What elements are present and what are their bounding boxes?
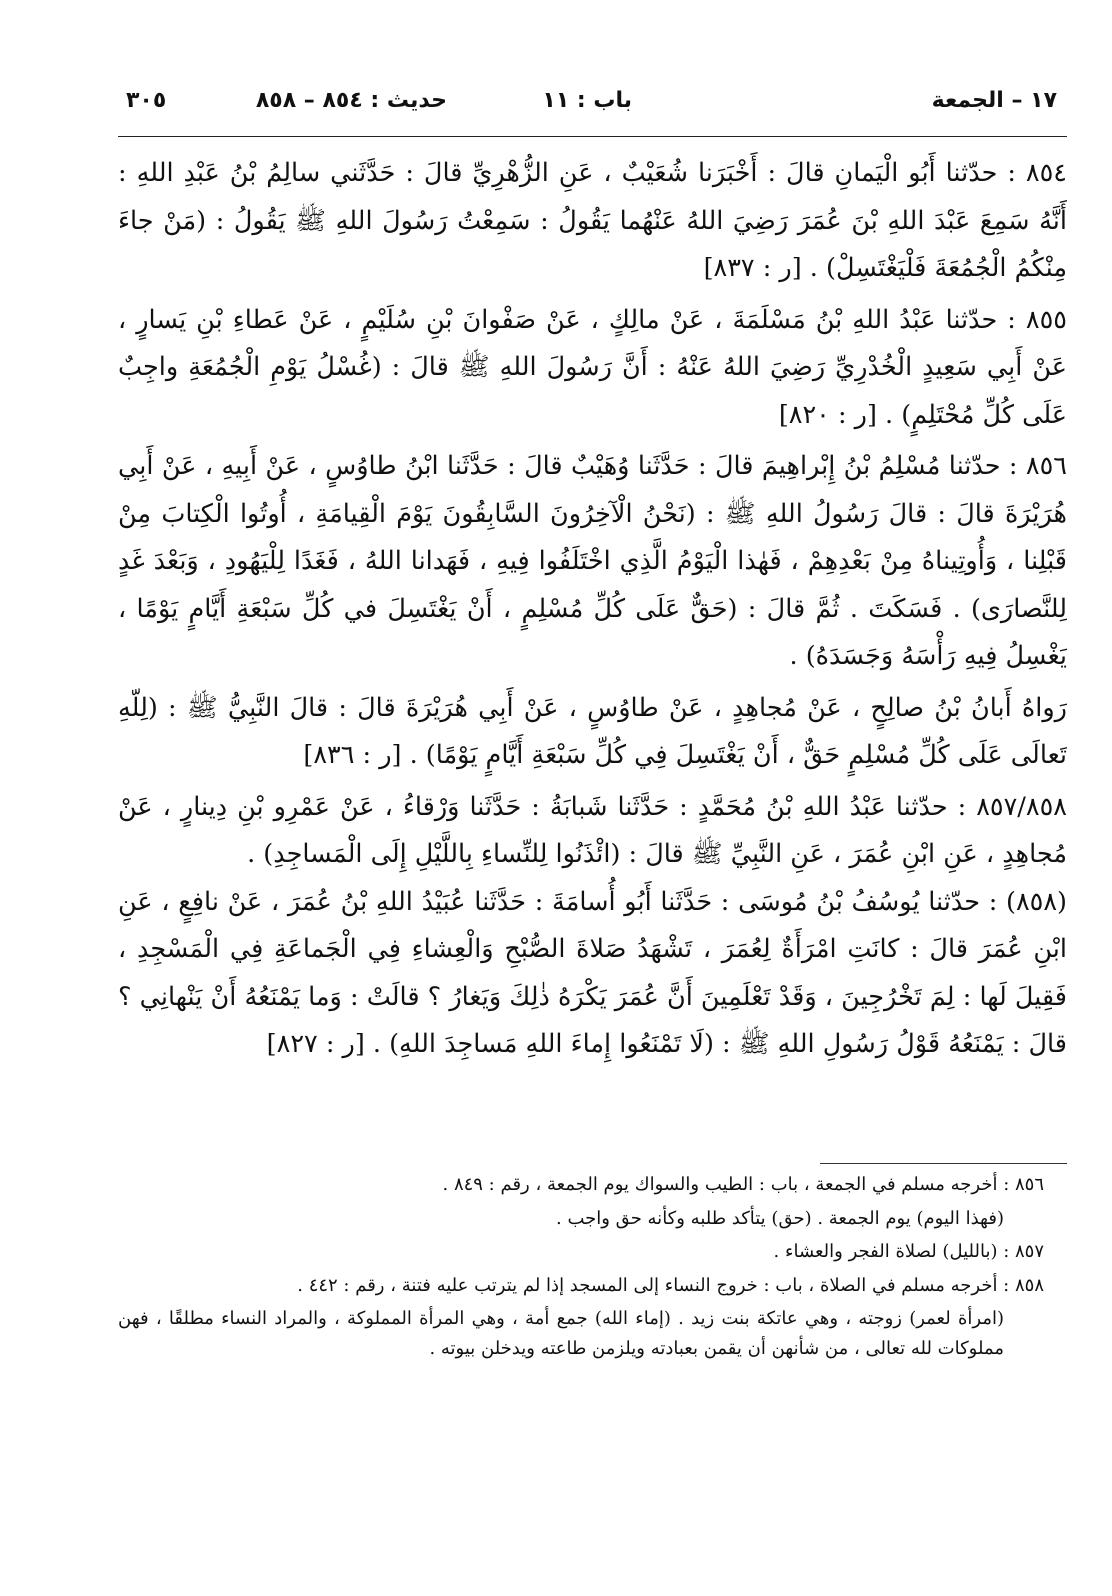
footnotes bbox=[118, 1170, 1044, 1530]
running-header bbox=[118, 82, 1067, 130]
hadith-range: حديث : ٨٥٤ – ٨٥٨ bbox=[255, 88, 447, 113]
hadith-856-riwaya: رَواهُ أَبانُ بْنُ صالِحٍ ، عَنْ مُجاهِدٍ ، عَنْ طاوُسٍ ، عَنْ أَبِي هُرَيْرَةَ قالَ : قالَ النَّبِيُّ ﷺ : (لِلّهِ تَعالَى عَلَى كُلِّ مُسْلِمٍ حَقٌّ ، أَنْ يَغْتَسِلَ فِي كُلِّ سَبْعَةِ أَيَّامٍ يَوْمًا) . [ر : ٨٣٦] bbox=[118, 692, 1067, 770]
hadith-text bbox=[118, 150, 1067, 1155]
footnote-divider bbox=[820, 1163, 1067, 1164]
footnote-857: ٨٥٧ : (بالليل) لصلاة الفجر والعشاء . bbox=[773, 1241, 1044, 1262]
hadith-855: ٨٥٥ : حدّثنا عَبْدُ اللهِ بْنُ مَسْلَمَةَ ، عَنْ مالِكٍ ، عَنْ صَفْوانَ بْنِ سُلَيْمٍ ، عَنْ عَطاءِ بْنِ يَسارٍ ، عَنْ أَبِي سَعِيدٍ الْخُدْرِيِّ رَضِيَ اللهُ عَنْهُ : أَنَّ رَسُولَ اللهِ ﷺ قالَ : (غُسْلُ يَوْمِ الْجُمُعَةِ واجِبٌ عَلَى كُلِّ مُحْتَلِمٍ) . [ر : ٨٢٠] bbox=[118, 304, 1067, 430]
chapter-title: ١٧ – الجمعة bbox=[931, 88, 1057, 113]
header-divider bbox=[118, 136, 1067, 137]
footnote-858-gloss: (امرأة لعمر) زوجته ، وهي عاتكة بنت زيد . (إماء الله) جمع أمة ، وهي المرأة المملوكة ، والمراد النساء مطلقًا ، فهن مملوكات لله تعالى ، من شأنهن أن يقمن بعبادته ويلزمن طاعته ويدخلن بيوته . bbox=[118, 1308, 1004, 1359]
hadith-857: ٨٥٧/٨٥٨ : حدّثنا عَبْدُ اللهِ بْنُ مُحَمَّدٍ : حَدَّثَنا شَبابَةُ : حَدَّثَنا وَرْقاءُ ، عَنْ عَمْرِو بْنِ دِينارٍ ، عَنْ مُجاهِدٍ ، عَنِ ابْنِ عُمَرَ ، عَنِ النَّبِيِّ ﷺ قالَ : (ائْذَنُوا لِلنِّساءِ بِاللَّيْلِ إِلَى الْمَساجِدِ) . bbox=[118, 791, 1067, 869]
hadith-856: ٨٥٦ : حدّثنا مُسْلِمُ بْنُ إِبْراهِيمَ قالَ : حَدَّثَنا وُهَيْبٌ قالَ : حَدَّثَنا ابْنُ طاوُسٍ ، عَنْ أَبِيهِ ، عَنْ أَبِي هُرَيْرَةَ قالَ : قالَ رَسُولُ اللهِ ﷺ : (نَحْنُ الْآخِرُونَ السَّابِقُونَ يَوْمَ الْقِيامَةِ ، أُوتُوا الْكِتابَ مِنْ قَبْلِنا ، وَأُوتِيناهُ مِنْ بَعْدِهِمْ ، فَهٰذا الْيَوْمُ الَّذِي اخْتَلَفُوا فِيهِ ، فَهَدانا اللهُ ، فَغَدًا لِلْيَهُودِ ، وَبَعْدَ غَدٍ لِلنَّصارَى) . فَسَكَتَ . ثُمَّ قالَ : (حَقٌّ عَلَى كُلِّ مُسْلِمٍ ، أَنْ يَغْتَسِلَ في كُلِّ سَبْعَةِ أَيَّامٍ يَوْمًا ، يَغْسِلُ فِيهِ رَأْسَهُ وَجَسَدَهُ) . bbox=[118, 451, 1067, 671]
hadith-858: (٨٥٨) : حدّثنا يُوسُفُ بْنُ مُوسَى : حَدَّثَنا أَبُو أُسامَةَ : حَدَّثَنا عُبَيْدُ اللهِ بْنُ عُمَرَ ، عَنْ نافِعٍ ، عَنِ ابْنِ عُمَرَ قالَ : كانَتِ امْرَأَةٌ لِعُمَرَ ، تَشْهَدُ صَلاةَ الصُّبْحِ وَالْعِشاءِ فِي الْجَماعَةِ فِي الْمَسْجِدِ ، فَقِيلَ لَها : لِمَ تَخْرُجِينَ ، وَقَدْ تَعْلَمِينَ أَنَّ عُمَرَ يَكْرَهُ ذٰلِكَ وَيَغارُ ؟ قالَتْ : وَما يَمْنَعُهُ أَنْ يَنْهانِي ؟ قالَ : يَمْنَعُهُ قَوْلُ رَسُولِ اللهِ ﷺ : (لَا تَمْنَعُوا إِماءَ اللهِ مَساجِدَ اللهِ) . [ر : ٨٢٧] bbox=[118, 886, 1067, 1059]
footnote-856-gloss: (فهذا اليوم) يوم الجمعة . (حق) يتأكد طلبه وكأنه حق واجب . bbox=[556, 1207, 1004, 1229]
bab-number: باب : ١١ bbox=[542, 88, 632, 113]
hadith-854: ٨٥٤ : حدّثنا أَبُو الْيَمانِ قالَ : أَخْبَرَنا شُعَيْبٌ ، عَنِ الزُّهْرِيِّ قالَ : حَدَّثَني سالِمُ بْنُ عَبْدِ اللهِ : أَنَّهُ سَمِعَ عَبْدَ اللهِ بْنَ عُمَرَ رَضِيَ اللهُ عَنْهُما يَقُولُ : سَمِعْتُ رَسُولَ اللهِ ﷺ يَقُولُ : (مَنْ جاءَ مِنْكُمُ الْجُمُعَةَ فَلْيَغْتَسِلْ) . [ر : ٨٣٧] bbox=[118, 158, 1067, 283]
footnote-856: ٨٥٦ : أخرجه مسلم في الجمعة ، باب : الطيب والسواك يوم الجمعة ، رقم : ٨٤٩ . bbox=[442, 1174, 1044, 1195]
page-number: ٣٠٥ bbox=[126, 88, 167, 113]
footnote-858: ٨٥٨ : أخرجه مسلم في الصلاة ، باب : خروج النساء إلى المسجد إذا لم يترتب عليه فتنة ، رقم : ٤٤٢ . bbox=[297, 1274, 1044, 1296]
